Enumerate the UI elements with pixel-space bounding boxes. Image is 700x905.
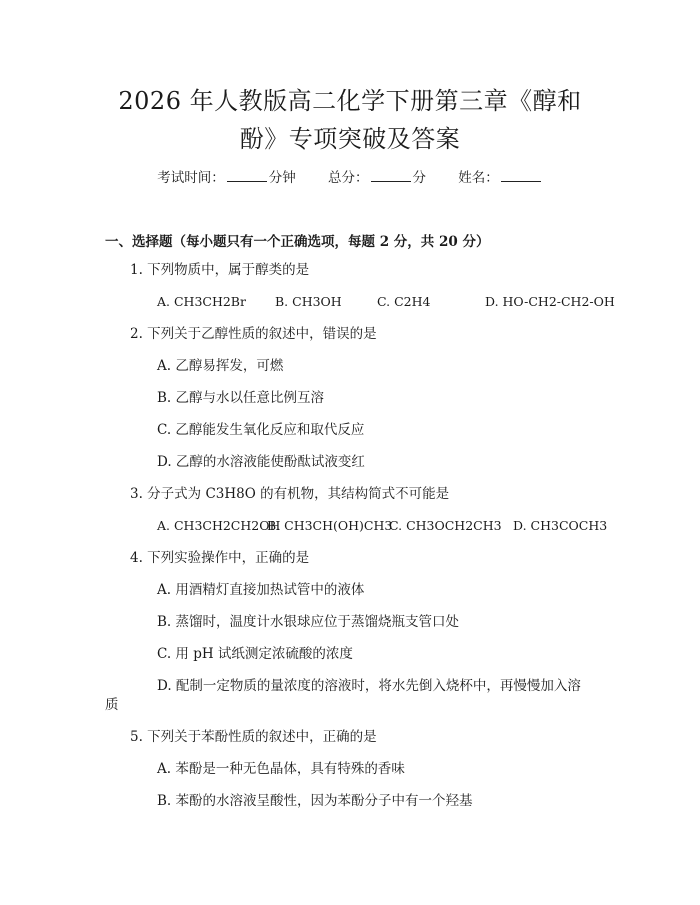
question-5-option-b: B. 苯酚的水溶液呈酸性，因为苯酚分子中有一个羟基 bbox=[157, 793, 473, 809]
total-score-blank bbox=[371, 167, 411, 182]
name-field bbox=[458, 166, 543, 190]
total-score-field bbox=[328, 166, 426, 190]
name-label: 姓名： bbox=[458, 170, 499, 186]
exam-meta bbox=[0, 166, 700, 190]
question-4-option-d: D. 配制一定物质的量浓度的溶液时，将水先倒入烧杯中，再慢慢加入溶 bbox=[157, 678, 581, 694]
question-2-option-c: C. 乙醇能发生氧化反应和取代反应 bbox=[157, 422, 365, 438]
exam-time-label: 考试时间： bbox=[157, 170, 225, 186]
question-3-option-b: B. CH3CH(OH)CH3 bbox=[267, 518, 393, 533]
question-1-option-a: A. CH3CH2Br bbox=[157, 294, 246, 309]
question-2-option-b: B. 乙醇与水以任意比例互溶 bbox=[157, 390, 325, 406]
name-blank bbox=[501, 167, 541, 182]
section-heading-multiple-choice: 一、选择题（每小题只有一个正确选项，每题 2 分，共 20 分） bbox=[105, 234, 490, 250]
question-2-option-d: D. 乙醇的水溶液能使酚酞试液变红 bbox=[157, 454, 365, 470]
question-1-option-d: D. HO-CH2-CH2-OH bbox=[485, 294, 615, 309]
question-5-option-a: A. 苯酚是一种无色晶体，具有特殊的香味 bbox=[157, 761, 405, 777]
exam-time-unit: 分钟 bbox=[268, 170, 296, 186]
total-score-label: 总分： bbox=[328, 170, 369, 186]
question-4: 4. 下列实验操作中，正确的是 bbox=[130, 550, 310, 566]
question-3: 3. 分子式为 C3H8O 的有机物，其结构简式不可能是 bbox=[130, 486, 450, 502]
exam-time-blank bbox=[227, 167, 267, 182]
question-1: 1. 下列物质中，属于醇类的是 bbox=[130, 262, 310, 278]
question-3-option-a: A. CH3CH2CH2OH bbox=[157, 518, 281, 533]
page-title-line-1: 2026 年人教版高二化学下册第三章《醇和 bbox=[118, 87, 582, 115]
question-4-option-b: B. 蒸馏时，温度计水银球应位于蒸馏烧瓶支管口处 bbox=[157, 614, 460, 630]
exam-time-field bbox=[157, 166, 296, 190]
question-1-option-b: B. CH3OH bbox=[275, 294, 342, 309]
question-4-option-a: A. 用酒精灯直接加热试管中的液体 bbox=[157, 582, 365, 598]
question-1-option-c: C. C2H4 bbox=[377, 294, 431, 309]
question-4-option-d-continuation: 质 bbox=[105, 697, 119, 713]
question-3-option-c: C. CH3OCH2CH3 bbox=[389, 518, 502, 533]
question-5: 5. 下列关于苯酚性质的叙述中，正确的是 bbox=[130, 729, 377, 745]
question-2-option-a: A. 乙醇易挥发，可燃 bbox=[157, 358, 284, 374]
page-title-line-2: 酚》专项突破及答案 bbox=[239, 125, 461, 153]
total-score-unit: 分 bbox=[412, 170, 426, 186]
question-3-option-d: D. CH3COCH3 bbox=[513, 518, 608, 533]
question-4-option-c: C. 用 pH 试纸测定浓硫酸的浓度 bbox=[157, 646, 353, 662]
question-2: 2. 下列关于乙醇性质的叙述中，错误的是 bbox=[130, 326, 377, 342]
